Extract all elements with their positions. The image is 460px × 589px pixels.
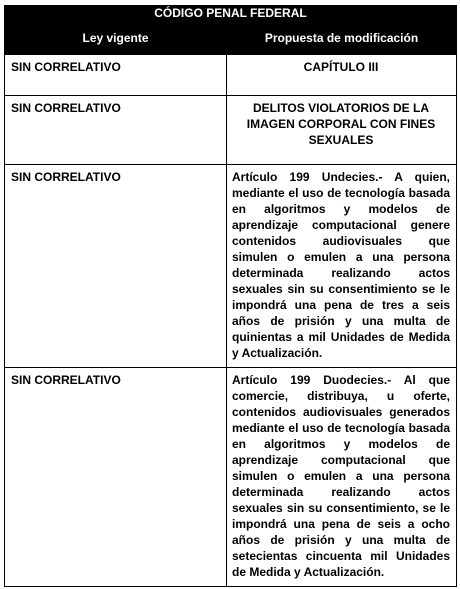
- table-row: [5, 368, 457, 587]
- article-199-duodecies-cell: Artículo 199 Duodecies.- Al que comercie, distribuya, u oferte, contenidos audiovisuales generados mediante el uso de tecnología basada en algoritmos y modelos de aprendizaje computacional que simulen o emulen a una persona determinada realizando actos sexuales sin su consentimiento, se le impondrá una pena de seis a ocho años de prisión y una multa de setecientas cincuenta mil Unidades de Medida y Actualización.: [227, 368, 457, 587]
- table-row: [5, 165, 457, 368]
- column-header-proposed-change: Propuesta de modificación: [227, 31, 457, 55]
- current-law-cell: SIN CORRELATIVO: [5, 96, 227, 165]
- law-comparison-table: [4, 5, 457, 587]
- table-title: CÓDIGO PENAL FEDERAL: [5, 6, 457, 31]
- table-header-row: [5, 31, 457, 55]
- current-law-cell: SIN CORRELATIVO: [5, 368, 227, 587]
- table-row: [5, 96, 457, 165]
- table-title-row: [5, 6, 457, 31]
- article-199-undecies-cell: Artículo 199 Undecies.- A quien, mediante el uso de tecnología basada en algoritmos y modelos de aprendizaje computacional genere contenidos audiovisuales que simulen o emulen a una persona determinada realizando actos sexuales sin su consentimiento se le impondrá una pena de tres a seis años de prisión y una multa de quinientas a mil Unidades de Medida y Actualización.: [227, 165, 457, 368]
- current-law-cell: SIN CORRELATIVO: [5, 165, 227, 368]
- chapter-title-cell: DELITOS VIOLATORIOS DE LA IMAGEN CORPORAL CON FINES SEXUALES: [227, 96, 457, 165]
- current-law-cell: SIN CORRELATIVO: [5, 55, 227, 96]
- column-header-current-law: Ley vigente: [5, 31, 227, 55]
- table-row: [5, 55, 457, 96]
- chapter-heading-cell: CAPÍTULO III: [227, 55, 457, 96]
